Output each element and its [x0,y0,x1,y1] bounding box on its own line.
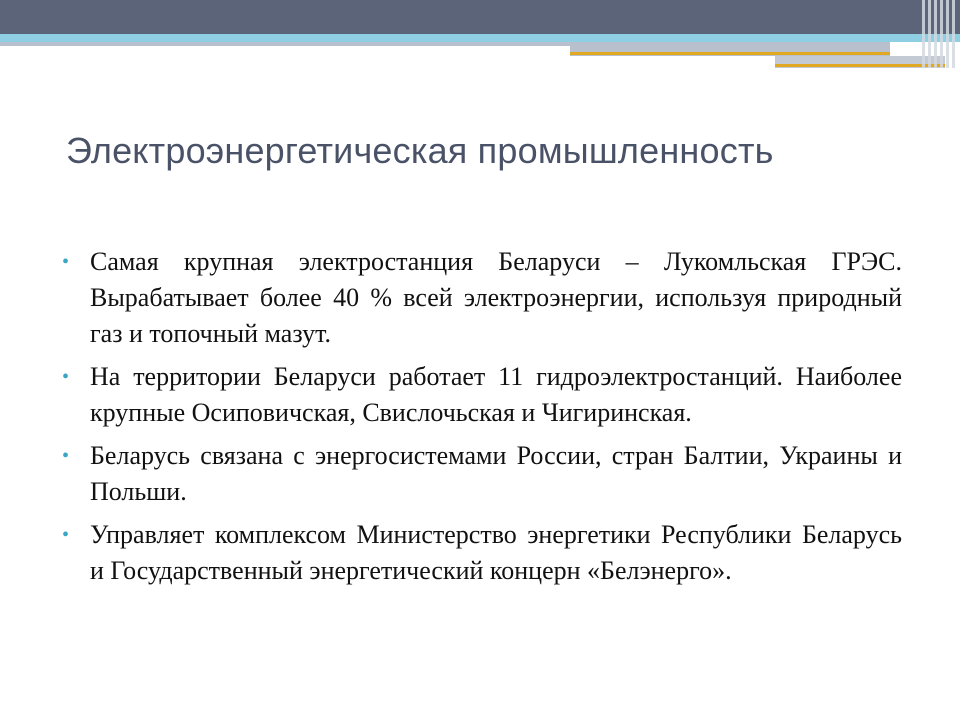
corner-stripe [928,0,931,68]
corner-stripes [922,0,960,68]
grey-band-step [0,42,570,46]
bullet-text: Беларусь связана с энергосистемами России, стран Балтии, Украины и Польши. [90,441,902,506]
bullet-text: Управляет комплексом Министерство энергетики Республики Беларусь и Государственный энергетический концерн «Белэнерго». [90,520,902,585]
top-dark-band [0,0,960,34]
slide-title: Электроэнергетическая промышленность [66,130,774,171]
corner-stripe [922,0,925,68]
gold-accent-line [775,64,945,67]
corner-stripe [952,0,955,68]
corner-stripe [934,0,937,68]
top-cyan-band [0,34,960,42]
corner-stripe [940,0,943,68]
bullet-dot-icon: • [62,445,70,467]
bullet-item [62,244,902,352]
bullet-item [62,517,902,589]
bullet-dot-icon: • [62,366,70,388]
corner-stripe [946,0,949,68]
gold-accent-line [570,52,890,55]
bullet-item [62,359,902,431]
bullet-item [62,438,902,510]
bullet-dot-icon: • [62,251,70,273]
bullet-text: Самая крупная электростанция Беларуси – Лукомльская ГРЭС. Вырабатывает более 40 % всей электроэнергии, используя природный газ и топочный мазут. [90,247,902,348]
bullet-list [62,244,902,596]
bullet-dot-icon: • [62,524,70,546]
bullet-text: На территории Беларуси работает 11 гидроэлектростанций. Наиболее крупные Осиповичская, Свислочьская и Чигиринская. [90,362,902,427]
